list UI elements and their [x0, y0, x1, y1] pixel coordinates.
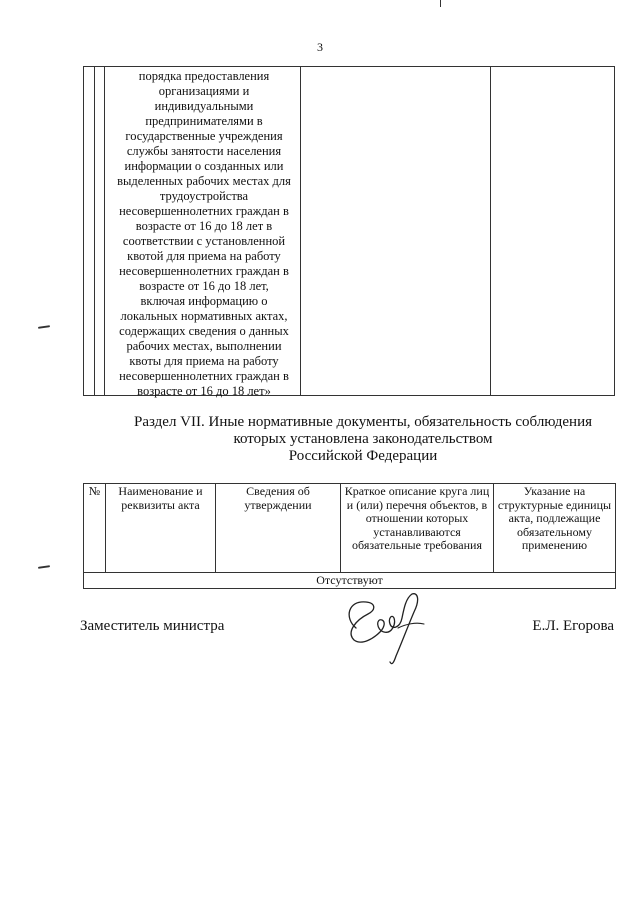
text-line: выделенных рабочих местах для: [117, 174, 291, 188]
margin-mark: [38, 325, 50, 329]
section-heading-line: которых установлена законодательством: [233, 431, 493, 447]
text-line: содержащих сведения о данных: [119, 324, 289, 338]
table-column-divider: [490, 67, 491, 395]
text-line: соответствии с установленной: [122, 234, 286, 248]
text-line: включая информацию о: [140, 294, 268, 308]
signatory-title: Заместитель министра: [80, 618, 225, 634]
text-line: предпринимателями в: [145, 114, 263, 128]
continuation-table: [83, 66, 615, 396]
text-line: рабочих местах, выполнении: [126, 339, 282, 353]
continuation-cell-text: [102, 69, 306, 399]
text-line: службы занятости населения: [126, 144, 282, 158]
column-header-description: Краткое описание круга лиц и (или) перечня объектов, в отношении которых устанавливаются обязательные требования: [341, 484, 494, 573]
text-line: квотой для приема на работу: [127, 249, 281, 263]
absent-cell: Отсутствуют: [84, 573, 616, 589]
column-header-approval: Сведения об утверждении: [216, 484, 341, 573]
scan-mark: [440, 0, 441, 7]
text-line: государственные учреждения: [125, 129, 283, 143]
text-line: организациями и: [158, 84, 250, 98]
text-line: порядка предоставления: [138, 69, 270, 83]
section-heading: [90, 414, 636, 465]
text-line: информации о созданных или: [124, 159, 284, 173]
column-header-act-name: Наименование и реквизиты акта: [106, 484, 216, 573]
text-line: возрасте от 16 до 18 лет,: [139, 279, 269, 293]
text-line: несовершеннолетних граждан в: [119, 369, 289, 383]
table-column-divider: [94, 67, 95, 395]
text-line: возрасте от 16 до 18 лет в: [135, 219, 273, 233]
text-line: индивидуальными: [154, 99, 254, 113]
section-heading-line: Раздел VII. Иные нормативные документы, обязательность соблюдения: [134, 414, 592, 430]
acts-table: [83, 483, 616, 589]
table-header-row: [84, 484, 616, 573]
handwritten-signature: [336, 588, 428, 668]
text-line: квоты для приема на работу: [129, 354, 279, 368]
section-heading-line: Российской Федерации: [288, 448, 438, 464]
page-number: 3: [317, 40, 323, 54]
table-row: [84, 573, 616, 589]
signatory-name: Е.Л. Егорова: [532, 618, 614, 634]
column-header-number: №: [84, 484, 106, 573]
text-line: несовершеннолетних граждан в: [119, 264, 289, 278]
column-header-structural-units: Указание на структурные единицы акта, подлежащие обязательному применению: [494, 484, 616, 573]
text-line: несовершеннолетних граждан в: [119, 204, 289, 218]
text-line: локальных нормативных актах,: [120, 309, 288, 323]
text-line: возрасте от 16 до 18 лет»: [137, 384, 271, 398]
text-line: трудоустройства: [159, 189, 249, 203]
margin-mark: [38, 565, 50, 569]
